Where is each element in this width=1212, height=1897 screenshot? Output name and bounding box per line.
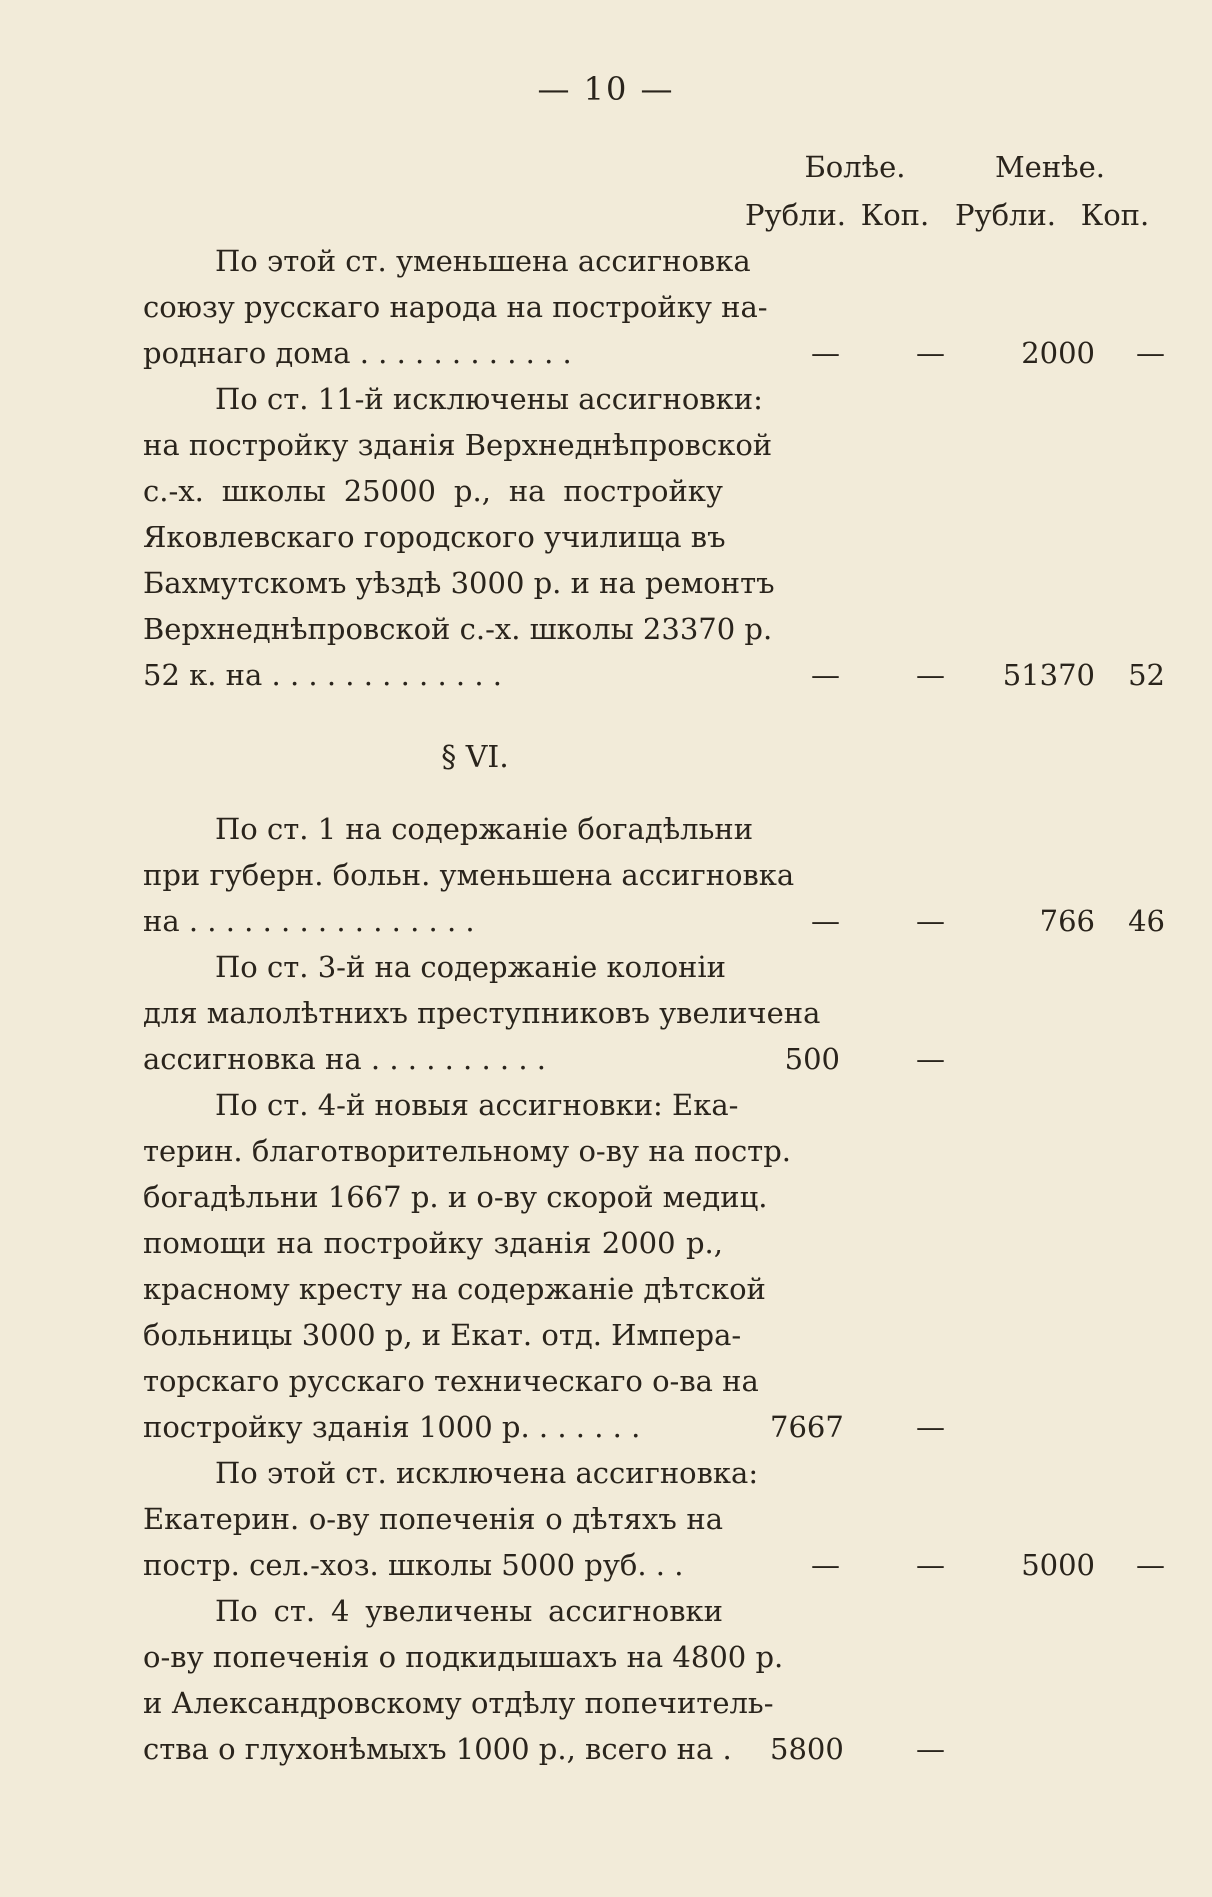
amount-more-kopecks: —: [916, 1732, 945, 1766]
text-line: ства о глухонѣмыхъ 1000 р., всего на .: [143, 1732, 732, 1766]
amount-more-kopecks: —: [916, 336, 945, 370]
text-line: постр. сел.-хоз. школы 5000 руб. . .: [143, 1548, 684, 1582]
text-line: терин. благотворительному о-ву на постр.: [143, 1134, 792, 1168]
amount-more-kopecks: —: [916, 658, 945, 692]
amount-more-rubles: —: [811, 336, 840, 370]
amount-more-rubles: 7667: [770, 1410, 844, 1444]
amount-less-kopecks: [1120, 1036, 1165, 1082]
column-header-rubles-less: Рубли.: [955, 198, 1057, 232]
text-line: Яковлевскаго городского училища въ: [143, 520, 726, 554]
amount-less-rubles: 766: [1039, 904, 1095, 938]
text-line: постройку зданія 1000 р. . . . . . .: [143, 1410, 641, 1444]
text-line: богадѣльни 1667 р. и о-ву скорой медиц.: [143, 1180, 768, 1214]
section-heading: § VI.: [441, 740, 509, 775]
text-line: и Александровскому отдѣлу попечитель-: [143, 1686, 774, 1720]
amount-more-kopecks: —: [916, 904, 945, 938]
amount-less-kopecks: [1120, 1404, 1165, 1450]
amount-more-kopecks: —: [916, 1410, 945, 1444]
text-line: торскаго русскаго техническаго о-ва на: [143, 1364, 759, 1398]
column-header-kopecks-more: Коп.: [860, 198, 930, 232]
amount-more-rubles: 500: [784, 1042, 840, 1076]
text-line: Екатерин. о-ву попеченія о дѣтяхъ на: [143, 1502, 723, 1536]
amount-less-kopecks: —: [1136, 1548, 1165, 1582]
column-header-more: Болѣе.: [804, 150, 906, 184]
text-line: По ст. 1 на содержаніе богадѣльни: [215, 812, 754, 846]
text-line: По ст. 4-й новыя ассигновки: Ека-: [215, 1088, 739, 1122]
amount-less-kopecks: 46: [1128, 904, 1165, 938]
amount-less-rubles: 51370: [1002, 658, 1095, 692]
amount-less-rubles: [975, 1726, 1095, 1772]
text-line: По ст. 3-й на содержаніе колоніи: [215, 950, 726, 984]
amount-less-rubles: [975, 1036, 1095, 1082]
page-number: — 10 —: [537, 70, 675, 108]
text-line: помощи на постройку зданія 2000 р.,: [143, 1226, 723, 1260]
amount-more-kopecks: —: [916, 1042, 945, 1076]
amount-less-kopecks: 52: [1128, 658, 1165, 692]
text-line: 52 к. на . . . . . . . . . . . . .: [143, 658, 502, 692]
text-line: Бахмутскомъ уѣздѣ 3000 р. и на ремонтъ: [143, 566, 775, 600]
text-line: с.-х. школы 25000 р., на постройку: [143, 474, 723, 508]
text-line: для малолѣтнихъ преступниковъ увеличена: [143, 996, 821, 1030]
text-line: Верхнеднѣпровской с.-х. школы 23370 р.: [143, 612, 773, 646]
amount-more-rubles: —: [811, 1548, 840, 1582]
text-line: на постройку зданія Верхнеднѣпровской: [143, 428, 773, 462]
amount-more-rubles: 5800: [770, 1732, 844, 1766]
amount-less-rubles: 2000: [1021, 336, 1095, 370]
text-line: По этой ст. уменьшена ассигновка: [215, 244, 751, 278]
amount-more-kopecks: —: [916, 1548, 945, 1582]
amount-less-kopecks: —: [1136, 336, 1165, 370]
text-line: союзу русскаго народа на постройку на-: [143, 290, 768, 324]
column-header-rubles-more: Рубли.: [745, 198, 847, 232]
text-line: По ст. 4 увеличены ассигновки: [215, 1594, 723, 1628]
text-line: ассигновка на . . . . . . . . . .: [143, 1042, 547, 1076]
amount-less-rubles: 5000: [1021, 1548, 1095, 1582]
column-header-less: Менѣе.: [994, 150, 1106, 184]
text-line: красному кресту на содержаніе дѣтской: [143, 1272, 766, 1306]
text-line: По этой ст. исключена ассигновка:: [215, 1456, 759, 1490]
text-line: По ст. 11-й исключены ассигновки:: [215, 382, 763, 416]
text-line: о-ву попеченія о подкидышахъ на 4800 р.: [143, 1640, 784, 1674]
amount-less-kopecks: [1120, 1726, 1165, 1772]
amount-less-rubles: [975, 1404, 1095, 1450]
text-line: роднаго дома . . . . . . . . . . . .: [143, 336, 572, 370]
text-line: больницы 3000 р, и Екат. отд. Импера-: [143, 1318, 742, 1352]
column-header-kopecks-less: Коп.: [1080, 198, 1150, 232]
text-line: при губерн. больн. уменьшена ассигновка: [143, 858, 795, 892]
amount-more-rubles: —: [811, 904, 840, 938]
amount-more-rubles: —: [811, 658, 840, 692]
text-line: на . . . . . . . . . . . . . . . .: [143, 904, 475, 938]
